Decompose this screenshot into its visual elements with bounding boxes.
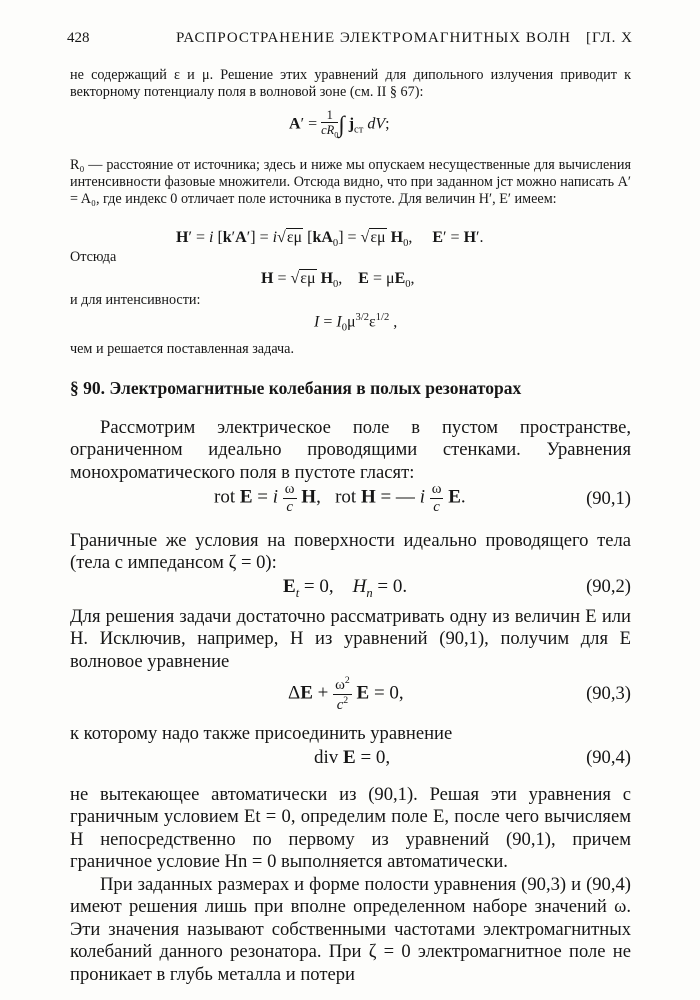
chapter-label: [ГЛ. X bbox=[585, 30, 633, 46]
paragraph-8: Для решения задачи достаточно рассматривать одну из величин E или H. Исключив, например, H из уравнений (90,1), получим для E волновое уравнение bbox=[70, 606, 631, 672]
paragraph-4: и для интенсивности: bbox=[70, 292, 201, 308]
paragraph-6: Рассмотрим электрическое поле в пустом пространстве, ограниченном идеально проводящими стенками. Уравнения монохроматического поля в пустоте гласят: bbox=[70, 417, 631, 483]
running-header bbox=[67, 30, 633, 52]
equation-number-1: (90,1) bbox=[586, 488, 631, 509]
paragraph-9: к которому надо также присоединить уравнение bbox=[70, 723, 453, 744]
equation-number-2: (90,2) bbox=[586, 576, 631, 597]
equation-number-3: (90,3) bbox=[586, 683, 631, 704]
section-title: § 90. Электромагнитные колебания в полых резонаторах bbox=[70, 378, 522, 398]
formula-vector-potential: A′ = $\frac{1}{cR_0}$ ∫ $j_{ст}$ dV; bbox=[289, 108, 390, 140]
formula-boundary: $E_t = 0$, $H_n = 0$. bbox=[283, 576, 408, 600]
paragraph-3: Отсюда bbox=[70, 249, 117, 265]
paragraph-11: При заданных размерах и форме полости уравнения (90,3) и (90,4) имеют решения лишь при вполне определенном наборе значений ω. Эти значения называют собственными частотами электромагнитных колебаний данного резонатора. При ζ = 0 электромагнитное поле не проникает в глубь металла и потери bbox=[70, 874, 631, 985]
page-number: 428 bbox=[67, 30, 90, 46]
formula-intensity: $I = I_0\mu^{3/2}\varepsilon^{1/2}$ , bbox=[314, 312, 398, 334]
running-title: РАСПРОСТРАНЕНИЕ ЭЛЕКТРОМАГНИТНЫХ ВОЛН bbox=[176, 30, 571, 46]
formula-rot: rot E = i $\frac{\omega}{c}$ H, rot H = — i $\frac{\omega}{c}$ E. bbox=[214, 481, 466, 515]
paragraph-5: чем и решается поставленная задача. bbox=[70, 341, 295, 357]
formula-wave: ΔE + $\frac{\omega^2}{c^2}$ E = 0, bbox=[288, 675, 404, 713]
formula-div: div E = 0, bbox=[314, 747, 391, 768]
paragraph-2: R₀ — расстояние от источника; здесь и ниже мы опускаем несущественные для вычисления интенсивности фазовые множители. Отсюда видно, что при заданном jст можно написать A′ = A₀, где индекс 0 отличает поле источника в пустоте. Для величин H′, E′ имеем: bbox=[70, 157, 631, 207]
paragraph-1: не содержащий ε и μ. Решение этих уравнений для дипольного излучения приводит к векторному потенциалу поля в волновой зоне (см. II § 67): bbox=[70, 67, 631, 100]
formula-h-prime: H′ = i [k′A′] = i√εμ $[kA_0] = √\varepsilon\mu$ $H_0$, E′ = H′. bbox=[176, 229, 484, 250]
paragraph-7: Граничные же условия на поверхности идеально проводящего тела (тела с импедансом ζ = 0): bbox=[70, 530, 631, 574]
equation-number-4: (90,4) bbox=[586, 747, 631, 768]
formula-h-e: H = √εμ $H_0$, $E = \mu E_0$, bbox=[261, 270, 415, 291]
paragraph-10: не вытекающее автоматически из (90,1). Решая эти уравнения с граничным условием Et = 0, определим поле E, после чего вычисляем H непосредственно по первому из уравнений (90,1), причем граничное условие Hn = 0 выполняется автоматически. bbox=[70, 784, 631, 873]
